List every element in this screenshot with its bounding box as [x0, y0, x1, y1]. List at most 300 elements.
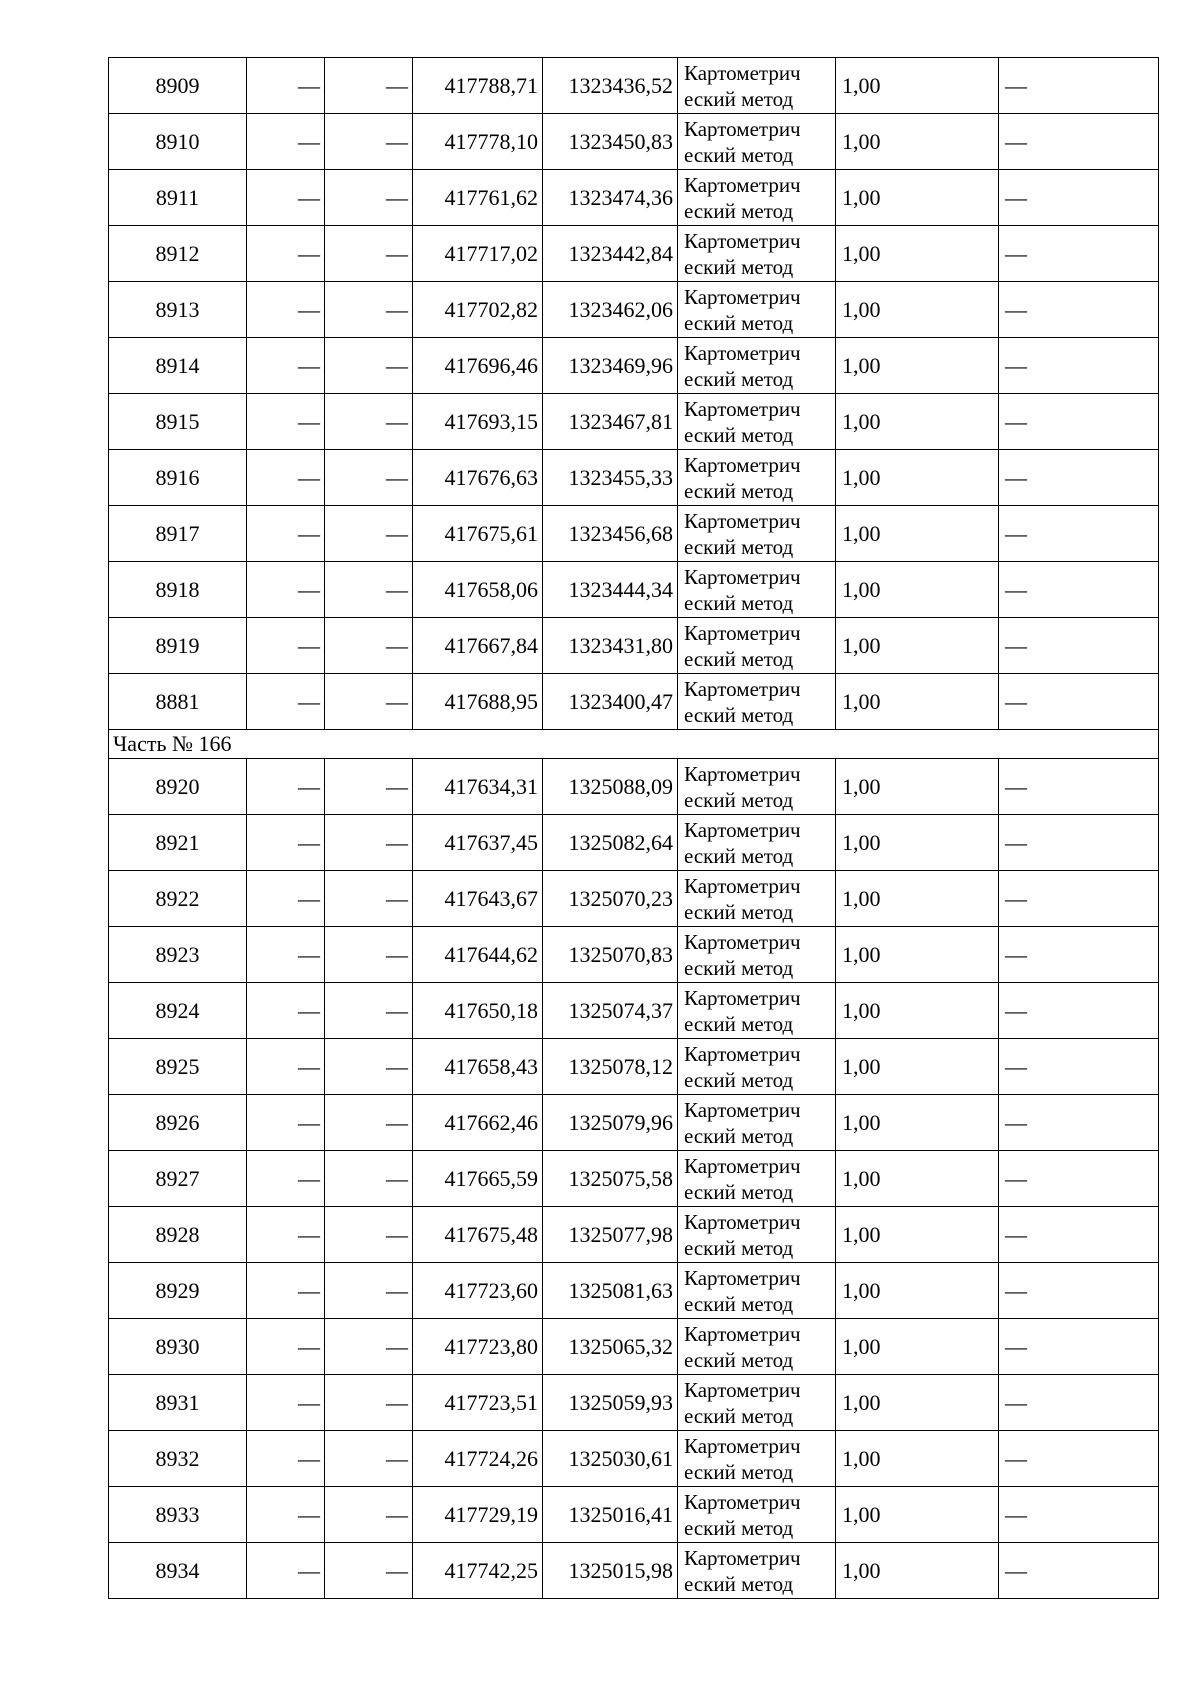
y-coordinate-cell: 1325078,12: [543, 1039, 678, 1095]
previous-y-cell: —: [325, 927, 413, 983]
previous-y-cell: —: [325, 394, 413, 450]
accuracy-cell: 1,00: [836, 1543, 999, 1599]
accuracy-cell: 1,00: [836, 562, 999, 618]
previous-y-cell: —: [325, 450, 413, 506]
x-coordinate-cell: 417723,80: [413, 1319, 543, 1375]
method-line-2: еский метод: [684, 1291, 794, 1316]
previous-x-cell: —: [247, 1431, 325, 1487]
previous-y-cell: —: [325, 1263, 413, 1319]
accuracy-cell: 1,00: [836, 1263, 999, 1319]
method-line-2: еский метод: [684, 142, 794, 167]
method-line-2: еский метод: [684, 478, 794, 503]
previous-y-cell: —: [325, 1375, 413, 1431]
y-coordinate-cell: 1325065,32: [543, 1319, 678, 1375]
y-coordinate-cell: 1323431,80: [543, 618, 678, 674]
x-coordinate-cell: 417643,67: [413, 871, 543, 927]
table-row: [109, 338, 1159, 394]
method-line-2: еский метод: [684, 1459, 794, 1484]
method-line-1: Картометрич: [684, 508, 801, 533]
x-coordinate-cell: 417696,46: [413, 338, 543, 394]
previous-x-cell: —: [247, 1095, 325, 1151]
x-coordinate-cell: 417634,31: [413, 759, 543, 815]
description-cell: —: [999, 674, 1159, 730]
description-cell: —: [999, 618, 1159, 674]
accuracy-cell: 1,00: [836, 506, 999, 562]
table-body-before: [109, 58, 1159, 730]
table-row: [109, 1263, 1159, 1319]
method-line-1: Картометрич: [684, 564, 801, 589]
previous-y-cell: —: [325, 1319, 413, 1375]
previous-y-cell: —: [325, 562, 413, 618]
accuracy-cell: 1,00: [836, 282, 999, 338]
table-row: [109, 1543, 1159, 1599]
method-line-2: еский метод: [684, 198, 794, 223]
point-number-cell: 8915: [109, 394, 247, 450]
point-number-cell: 8913: [109, 282, 247, 338]
x-coordinate-cell: 417723,51: [413, 1375, 543, 1431]
description-cell: —: [999, 1319, 1159, 1375]
previous-x-cell: —: [247, 1375, 325, 1431]
method-cell: [678, 1431, 836, 1487]
method-line-2: еский метод: [684, 1403, 794, 1428]
method-line-2: еский метод: [684, 86, 794, 111]
x-coordinate-cell: 417729,19: [413, 1487, 543, 1543]
section-header-row: [109, 730, 1159, 759]
previous-y-cell: —: [325, 1095, 413, 1151]
point-number-cell: 8881: [109, 674, 247, 730]
method-cell: [678, 1487, 836, 1543]
point-number-cell: 8930: [109, 1319, 247, 1375]
y-coordinate-cell: 1323436,52: [543, 58, 678, 114]
table-row: [109, 815, 1159, 871]
method-cell: [678, 1039, 836, 1095]
point-number-cell: 8914: [109, 338, 247, 394]
method-line-1: Картометрич: [684, 761, 801, 786]
x-coordinate-cell: 417650,18: [413, 983, 543, 1039]
accuracy-cell: 1,00: [836, 394, 999, 450]
accuracy-cell: 1,00: [836, 871, 999, 927]
accuracy-cell: 1,00: [836, 1207, 999, 1263]
previous-y-cell: —: [325, 114, 413, 170]
accuracy-cell: 1,00: [836, 1487, 999, 1543]
previous-x-cell: —: [247, 1487, 325, 1543]
previous-x-cell: —: [247, 983, 325, 1039]
point-number-cell: 8916: [109, 450, 247, 506]
previous-x-cell: —: [247, 450, 325, 506]
method-line-2: еский метод: [684, 1515, 794, 1540]
method-line-1: Картометрич: [684, 452, 801, 477]
point-number-cell: 8910: [109, 114, 247, 170]
method-cell: [678, 1095, 836, 1151]
y-coordinate-cell: 1325088,09: [543, 759, 678, 815]
table-row: [109, 170, 1159, 226]
method-line-2: еский метод: [684, 955, 794, 980]
description-cell: —: [999, 338, 1159, 394]
description-cell: —: [999, 1375, 1159, 1431]
table-row: [109, 1095, 1159, 1151]
table-row: [109, 1375, 1159, 1431]
table-row: [109, 1207, 1159, 1263]
y-coordinate-cell: 1325075,58: [543, 1151, 678, 1207]
previous-x-cell: —: [247, 1039, 325, 1095]
method-line-1: Картометрич: [684, 817, 801, 842]
point-number-cell: 8912: [109, 226, 247, 282]
previous-x-cell: —: [247, 170, 325, 226]
description-cell: —: [999, 1207, 1159, 1263]
method-line-1: Картометрич: [684, 1041, 801, 1066]
previous-y-cell: —: [325, 226, 413, 282]
accuracy-cell: 1,00: [836, 983, 999, 1039]
y-coordinate-cell: 1325016,41: [543, 1487, 678, 1543]
point-number-cell: 8921: [109, 815, 247, 871]
table-row: [109, 394, 1159, 450]
previous-y-cell: —: [325, 170, 413, 226]
table-row: [109, 1431, 1159, 1487]
y-coordinate-cell: 1325030,61: [543, 1431, 678, 1487]
x-coordinate-cell: 417702,82: [413, 282, 543, 338]
previous-x-cell: —: [247, 282, 325, 338]
method-cell: [678, 338, 836, 394]
method-cell: [678, 450, 836, 506]
x-coordinate-cell: 417761,62: [413, 170, 543, 226]
method-line-2: еский метод: [684, 843, 794, 868]
method-line-1: Картометрич: [684, 1433, 801, 1458]
y-coordinate-cell: 1323456,68: [543, 506, 678, 562]
method-line-2: еский метод: [684, 534, 794, 559]
method-line-2: еский метод: [684, 1235, 794, 1260]
method-line-2: еский метод: [684, 899, 794, 924]
method-line-1: Картометрич: [684, 116, 801, 141]
method-line-2: еский метод: [684, 1571, 794, 1596]
previous-x-cell: —: [247, 674, 325, 730]
description-cell: —: [999, 759, 1159, 815]
accuracy-cell: 1,00: [836, 226, 999, 282]
x-coordinate-cell: 417688,95: [413, 674, 543, 730]
accuracy-cell: 1,00: [836, 1151, 999, 1207]
y-coordinate-cell: 1325082,64: [543, 815, 678, 871]
x-coordinate-cell: 417665,59: [413, 1151, 543, 1207]
accuracy-cell: 1,00: [836, 1319, 999, 1375]
accuracy-cell: 1,00: [836, 1095, 999, 1151]
table-row: [109, 1319, 1159, 1375]
point-number-cell: 8933: [109, 1487, 247, 1543]
previous-x-cell: —: [247, 394, 325, 450]
method-cell: [678, 674, 836, 730]
table-row: [109, 1151, 1159, 1207]
y-coordinate-cell: 1325070,23: [543, 871, 678, 927]
table-row: [109, 983, 1159, 1039]
previous-x-cell: —: [247, 815, 325, 871]
description-cell: —: [999, 170, 1159, 226]
method-cell: [678, 282, 836, 338]
previous-x-cell: —: [247, 506, 325, 562]
description-cell: —: [999, 1039, 1159, 1095]
table-row: [109, 114, 1159, 170]
accuracy-cell: 1,00: [836, 58, 999, 114]
description-cell: —: [999, 114, 1159, 170]
section-body: [109, 730, 1159, 759]
accuracy-cell: 1,00: [836, 450, 999, 506]
method-line-2: еский метод: [684, 702, 794, 727]
previous-y-cell: —: [325, 282, 413, 338]
point-number-cell: 8932: [109, 1431, 247, 1487]
x-coordinate-cell: 417675,48: [413, 1207, 543, 1263]
x-coordinate-cell: 417788,71: [413, 58, 543, 114]
method-line-2: еский метод: [684, 366, 794, 391]
y-coordinate-cell: 1323469,96: [543, 338, 678, 394]
table-body-after: [109, 759, 1159, 1599]
method-cell: [678, 815, 836, 871]
previous-x-cell: —: [247, 338, 325, 394]
accuracy-cell: 1,00: [836, 674, 999, 730]
method-cell: [678, 506, 836, 562]
previous-x-cell: —: [247, 1207, 325, 1263]
previous-y-cell: —: [325, 1207, 413, 1263]
x-coordinate-cell: 417693,15: [413, 394, 543, 450]
method-cell: [678, 1319, 836, 1375]
method-line-2: еский метод: [684, 590, 794, 615]
previous-y-cell: —: [325, 618, 413, 674]
method-line-1: Картометрич: [684, 1153, 801, 1178]
method-line-1: Картометрич: [684, 1489, 801, 1514]
description-cell: —: [999, 1487, 1159, 1543]
table-row: [109, 226, 1159, 282]
description-cell: —: [999, 815, 1159, 871]
point-number-cell: 8919: [109, 618, 247, 674]
point-number-cell: 8911: [109, 170, 247, 226]
y-coordinate-cell: 1323467,81: [543, 394, 678, 450]
accuracy-cell: 1,00: [836, 618, 999, 674]
point-number-cell: 8934: [109, 1543, 247, 1599]
method-line-1: Картометрич: [684, 284, 801, 309]
method-line-1: Картометрич: [684, 1545, 801, 1570]
description-cell: —: [999, 1263, 1159, 1319]
description-cell: —: [999, 450, 1159, 506]
description-cell: —: [999, 1151, 1159, 1207]
method-line-1: Картометрич: [684, 1265, 801, 1290]
previous-x-cell: —: [247, 226, 325, 282]
previous-y-cell: —: [325, 1543, 413, 1599]
section-label: Часть № 166: [109, 730, 1159, 759]
method-cell: [678, 1543, 836, 1599]
y-coordinate-cell: 1325079,96: [543, 1095, 678, 1151]
method-cell: [678, 170, 836, 226]
previous-x-cell: —: [247, 871, 325, 927]
method-line-1: Картометрич: [684, 60, 801, 85]
method-line-1: Картометрич: [684, 1209, 801, 1234]
description-cell: —: [999, 394, 1159, 450]
table-row: [109, 58, 1159, 114]
point-number-cell: 8917: [109, 506, 247, 562]
previous-x-cell: —: [247, 927, 325, 983]
method-line-1: Картометрич: [684, 620, 801, 645]
method-line-2: еский метод: [684, 254, 794, 279]
description-cell: —: [999, 282, 1159, 338]
y-coordinate-cell: 1323442,84: [543, 226, 678, 282]
previous-y-cell: —: [325, 871, 413, 927]
accuracy-cell: 1,00: [836, 815, 999, 871]
table-row: [109, 1039, 1159, 1095]
previous-y-cell: —: [325, 1431, 413, 1487]
table-row: [109, 674, 1159, 730]
y-coordinate-cell: 1323455,33: [543, 450, 678, 506]
previous-y-cell: —: [325, 338, 413, 394]
method-cell: [678, 1207, 836, 1263]
point-number-cell: 8928: [109, 1207, 247, 1263]
point-number-cell: 8927: [109, 1151, 247, 1207]
description-cell: —: [999, 983, 1159, 1039]
table-row: [109, 618, 1159, 674]
method-line-2: еский метод: [684, 646, 794, 671]
previous-x-cell: —: [247, 1263, 325, 1319]
description-cell: —: [999, 226, 1159, 282]
method-line-2: еский метод: [684, 310, 794, 335]
method-line-1: Картометрич: [684, 1377, 801, 1402]
method-cell: [678, 871, 836, 927]
previous-y-cell: —: [325, 58, 413, 114]
previous-x-cell: —: [247, 58, 325, 114]
x-coordinate-cell: 417658,43: [413, 1039, 543, 1095]
method-cell: [678, 114, 836, 170]
x-coordinate-cell: 417667,84: [413, 618, 543, 674]
method-line-2: еский метод: [684, 1123, 794, 1148]
x-coordinate-cell: 417723,60: [413, 1263, 543, 1319]
accuracy-cell: 1,00: [836, 338, 999, 394]
x-coordinate-cell: 417717,02: [413, 226, 543, 282]
previous-y-cell: —: [325, 1151, 413, 1207]
table-row: [109, 562, 1159, 618]
x-coordinate-cell: 417742,25: [413, 1543, 543, 1599]
previous-x-cell: —: [247, 759, 325, 815]
method-line-1: Картометрич: [684, 1097, 801, 1122]
method-cell: [678, 983, 836, 1039]
description-cell: —: [999, 1431, 1159, 1487]
point-number-cell: 8920: [109, 759, 247, 815]
description-cell: —: [999, 927, 1159, 983]
x-coordinate-cell: 417658,06: [413, 562, 543, 618]
previous-y-cell: —: [325, 983, 413, 1039]
point-number-cell: 8926: [109, 1095, 247, 1151]
method-cell: [678, 562, 836, 618]
method-line-1: Картометрич: [684, 676, 801, 701]
method-line-1: Картометрич: [684, 929, 801, 954]
method-line-1: Картометрич: [684, 873, 801, 898]
point-number-cell: 8923: [109, 927, 247, 983]
method-line-1: Картометрич: [684, 396, 801, 421]
method-line-1: Картометрич: [684, 228, 801, 253]
accuracy-cell: 1,00: [836, 1375, 999, 1431]
point-number-cell: 8918: [109, 562, 247, 618]
x-coordinate-cell: 417675,61: [413, 506, 543, 562]
y-coordinate-cell: 1323462,06: [543, 282, 678, 338]
method-cell: [678, 1151, 836, 1207]
previous-y-cell: —: [325, 1487, 413, 1543]
description-cell: —: [999, 506, 1159, 562]
previous-x-cell: —: [247, 1319, 325, 1375]
y-coordinate-cell: 1325081,63: [543, 1263, 678, 1319]
point-number-cell: 8931: [109, 1375, 247, 1431]
previous-y-cell: —: [325, 759, 413, 815]
table-row: [109, 506, 1159, 562]
method-line-2: еский метод: [684, 1179, 794, 1204]
description-cell: —: [999, 871, 1159, 927]
x-coordinate-cell: 417662,46: [413, 1095, 543, 1151]
previous-x-cell: —: [247, 1543, 325, 1599]
y-coordinate-cell: 1325059,93: [543, 1375, 678, 1431]
point-number-cell: 8929: [109, 1263, 247, 1319]
table-row: [109, 1487, 1159, 1543]
table-row: [109, 871, 1159, 927]
method-line-2: еский метод: [684, 787, 794, 812]
y-coordinate-cell: 1325070,83: [543, 927, 678, 983]
point-number-cell: 8909: [109, 58, 247, 114]
y-coordinate-cell: 1325074,37: [543, 983, 678, 1039]
method-line-2: еский метод: [684, 1347, 794, 1372]
method-cell: [678, 618, 836, 674]
method-cell: [678, 1375, 836, 1431]
x-coordinate-cell: 417724,26: [413, 1431, 543, 1487]
previous-y-cell: —: [325, 674, 413, 730]
description-cell: —: [999, 58, 1159, 114]
accuracy-cell: 1,00: [836, 927, 999, 983]
description-cell: —: [999, 562, 1159, 618]
method-line-2: еский метод: [684, 422, 794, 447]
accuracy-cell: 1,00: [836, 1039, 999, 1095]
point-number-cell: 8924: [109, 983, 247, 1039]
method-cell: [678, 58, 836, 114]
x-coordinate-cell: 417676,63: [413, 450, 543, 506]
method-cell: [678, 927, 836, 983]
description-cell: —: [999, 1095, 1159, 1151]
point-number-cell: 8925: [109, 1039, 247, 1095]
method-cell: [678, 1263, 836, 1319]
table-row: [109, 450, 1159, 506]
previous-x-cell: —: [247, 618, 325, 674]
coordinates-table: [108, 57, 1159, 1599]
method-line-1: Картометрич: [684, 172, 801, 197]
method-cell: [678, 759, 836, 815]
method-cell: [678, 394, 836, 450]
accuracy-cell: 1,00: [836, 114, 999, 170]
accuracy-cell: 1,00: [836, 170, 999, 226]
x-coordinate-cell: 417644,62: [413, 927, 543, 983]
method-cell: [678, 226, 836, 282]
x-coordinate-cell: 417637,45: [413, 815, 543, 871]
previous-x-cell: —: [247, 562, 325, 618]
y-coordinate-cell: 1323450,83: [543, 114, 678, 170]
x-coordinate-cell: 417778,10: [413, 114, 543, 170]
y-coordinate-cell: 1323444,34: [543, 562, 678, 618]
y-coordinate-cell: 1325015,98: [543, 1543, 678, 1599]
previous-x-cell: —: [247, 1151, 325, 1207]
point-number-cell: 8922: [109, 871, 247, 927]
y-coordinate-cell: 1323474,36: [543, 170, 678, 226]
table-row: [109, 927, 1159, 983]
previous-x-cell: —: [247, 114, 325, 170]
previous-y-cell: —: [325, 506, 413, 562]
accuracy-cell: 1,00: [836, 759, 999, 815]
method-line-1: Картометрич: [684, 1321, 801, 1346]
y-coordinate-cell: 1325077,98: [543, 1207, 678, 1263]
y-coordinate-cell: 1323400,47: [543, 674, 678, 730]
method-line-1: Картометрич: [684, 340, 801, 365]
method-line-1: Картометрич: [684, 985, 801, 1010]
previous-y-cell: —: [325, 815, 413, 871]
table-row: [109, 759, 1159, 815]
previous-y-cell: —: [325, 1039, 413, 1095]
method-line-2: еский метод: [684, 1011, 794, 1036]
accuracy-cell: 1,00: [836, 1431, 999, 1487]
